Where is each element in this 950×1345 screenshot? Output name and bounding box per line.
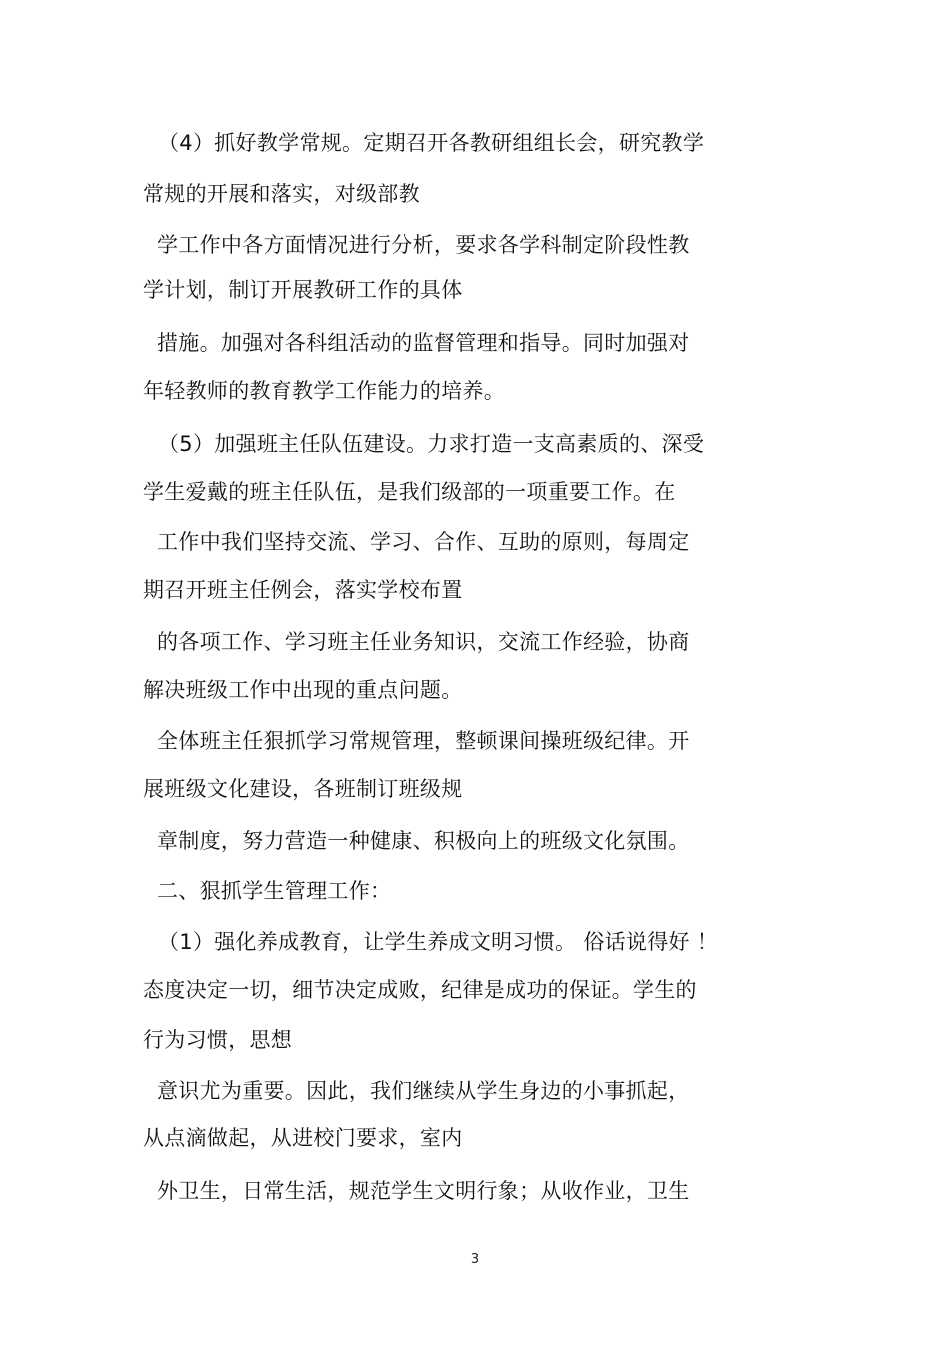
text-line: 外卫生，日常生活，规范学生文明行象；从收作业，卫生 [157,1179,690,1203]
text-line: 常规的开展和落实，对级部教 [143,182,420,206]
text-line: 意识尤为重要。因此，我们继续从学生身边的小事抓起， [157,1079,690,1103]
section-heading: 二、狠抓学生管理工作： [157,879,392,903]
text-line: 行为习惯，思想 [143,1028,293,1052]
text-line: 的各项工作、学习班主任业务知识，交流工作经验，协商 [157,630,690,654]
text-line: 学计划，制订开展教研工作的具体 [143,278,463,302]
text-line: 学工作中各方面情况进行分析，要求各学科制定阶段性教 [157,233,690,257]
page-number: 3 [470,1252,480,1267]
text-line: 章制度，努力营造一种健康、积极向上的班级文化氛围。 [157,829,690,853]
text-line: （4）抓好教学常规。定期召开各教研组组长会，研究教学 [158,131,705,155]
text-line: 展班级文化建设，各班制订班级规 [143,777,463,801]
text-line: 态度决定一切，细节决定成败，纪律是成功的保证。学生的 [143,978,697,1002]
text-line: （1）强化养成教育，让学生养成文明习惯。 俗话说得好 ！ [158,930,719,954]
text-line: 全体班主任狠抓学习常规管理，整顿课间操班级纪律。开 [157,729,690,753]
text-line: 年轻教师的教育教学工作能力的培养。 [143,379,506,403]
text-line: （5）加强班主任队伍建设。力求打造一支高素质的、深受 [158,432,705,456]
text-line: 解决班级工作中出现的重点问题。 [143,678,463,702]
text-line: 学生爱戴的班主任队伍，是我们级部的一项重要工作。在 [143,480,676,504]
text-line: 工作中我们坚持交流、学习、合作、互助的原则，每周定 [157,530,690,554]
text-line: 从点滴做起，从进校门要求，室内 [143,1126,463,1150]
text-line: 措施。加强对各科组活动的监督管理和指导。同时加强对 [157,331,690,355]
text-line: 期召开班主任例会，落实学校布置 [143,578,463,602]
